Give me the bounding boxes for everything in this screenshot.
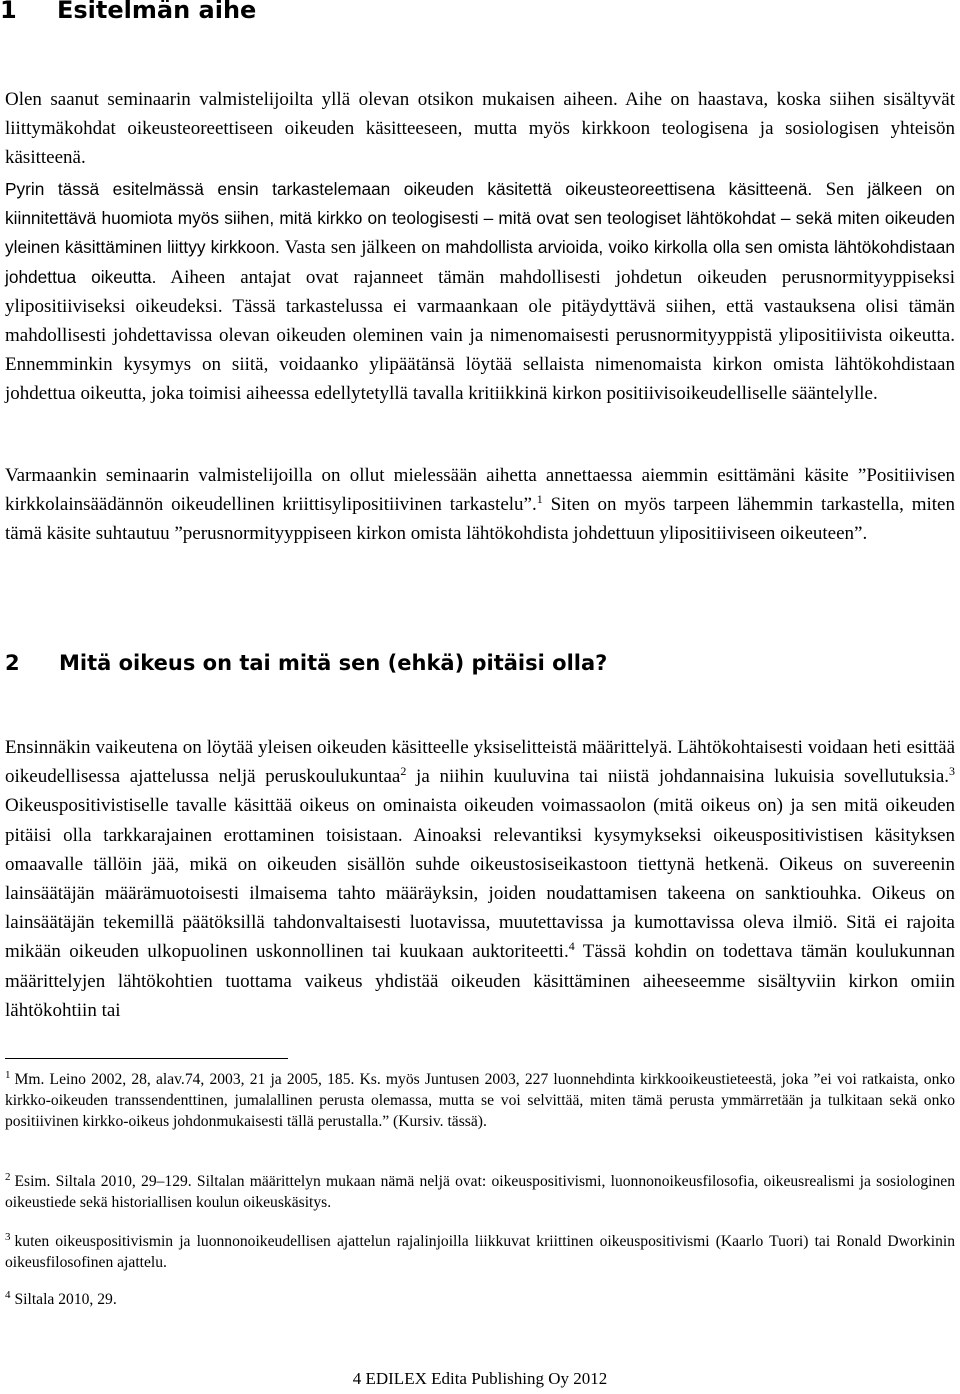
footnote-number: 1 [5,1069,11,1081]
footnote-4 [5,1290,955,1311]
footnote-2 [5,1172,955,1214]
paragraph-scope-sentence-3a: Vasta sen jälkeen on [279,237,446,259]
footnote-ref-1[interactable]: 1 [536,492,543,507]
footnote-number: 3 [5,1231,11,1243]
paragraph-concept-part-1: Varmaankin seminaarin valmistelijoilla on ollut mielessään aihetta annettaessa aiemmin esittämäni käsite ”Positiivisen kirkkolainsäädännön oikeudellinen kriittisylipositiivinen tarkastelu”. [5,465,955,516]
footnote-separator [5,1058,288,1059]
footnote-number: 4 [5,1289,11,1301]
paragraph-definition-part-1: Ensinnäkin vaikeutena on löytää yleisen oikeuden käsitteelle yksiselitteistä määrittelyä. Lähtökohtaisesti voidaan heti esittää oikeudellisessa ajattelussa neljä peruskoulukuntaa [5,737,955,788]
section-number: 2 [5,651,20,675]
paragraph-scope-sentence-1: Pyrin tässä esitelmässä ensin tarkastelemaan oikeuden käsitettä oikeusteoreettisena käsitteenä. [5,179,813,199]
footnote-ref-4[interactable]: 4 [568,939,575,954]
paragraph-definition [5,733,955,1025]
section-title: Mitä oikeus on tai mitä sen (ehkä) pitäisi olla? [59,651,608,675]
footnote-number: 2 [5,1171,11,1183]
footnote-ref-3[interactable]: 3 [949,764,955,779]
paragraph-scope-sentence-3b: mahdollista arvioida, voiko kirkolla olla sen omista lähtökohdistaan johdettua oikeutta. [5,237,956,287]
paragraph-concept-part-2: Siten on myös tarpeen lähemmin tarkastella, miten tämä käsite suhtautuu ”perusnormityyppiseen kirkon omista lähtökohdista johdettuun ylipositiiviseen oikeuteen”. [5,494,955,545]
paragraph-definition-part-3: Oikeuspositivistiselle tavalle käsittää oikeus on ominaista oikeuden voimassaolon (mitä oikeus on) ja sen mitä oikeuden pitäisi olla tarkkarajainen erottaminen toisistaan. Ainoaksi relevantiksi kysymykseksi oikeuspositivistisen käsityksen omaavalle tällöin jää, mikä on oikeuden sisällön suhde oikeustosiseikastoon tiettynä hetkenä. Oikeus on suvereenin lainsäätäjän määrämuotoisesti ilmaisema tahto määräyksin, joiden noudattamisen takeena on sanktiouhka. Oikeus on lainsäätäjän tekemillä päätöksillä tahdonvaltaisesti luotavissa, muutettavissa ja kumottavissa oleva ilmiö. Sitä ei rajoita mikään oikeuden ulkopuolinen uskonnollinen tai kuukaan auktoriteetti. [5,795,955,963]
footnote-text: Siltala 2010, 29. [14,1291,117,1308]
footnote-1 [5,1070,955,1132]
paragraph-scope [5,175,955,409]
footnote-text: kuten oikeuspositivismin ja luonnonoikeudellisen ajattelun rajalinjoilla liikkuvat kriittinen oikeuspositivismi (Kaarlo Tuori) tai Ronald Dworkinin oikeusfilosofinen ajattelu. [5,1233,955,1271]
section-title: Esitelmän aihe [57,0,257,24]
footnote-text: Esim. Siltala 2010, 29–129. Siltalan määrittelyn mukaan nämä neljä ovat: oikeuspositivismi, luonnonoikeusfilosofia, oikeusrealismi ja sosiologinen oikeustiede sekä historiallisen koulun oikeuskäsitys. [5,1173,955,1211]
footnote-text: Mm. Leino 2002, 28, alav.74, 2003, 21 ja 2005, 185. Ks. myös Juntusen 2003, 227 luonnehdinta kirkkooikeustieteestä, joka ”ei voi ratkaista, onko kirkko-oikeuden transsendenttinen, jumalallinen perusta olemassa, mutta se voi selvittää, miten tämä perusta ymmärretään ja tulkitaan sekä onko positiivinen kirkko-oikeus johdonmukaisesti tällä perustalla.” (Kursiv. tässä). [5,1071,955,1130]
paragraph-definition-part-2: ja niihin kuuluvina tai niistä johdannaisina lukuisia sovellutuksia. [406,766,949,788]
page-footer: 4 EDILEX Edita Publishing Oy 2012 [352,1369,608,1388]
paragraph-concept [5,461,955,549]
paragraph-scope-sentence-2b: jälkeen on kiinnitettävä huomiota myös siihen, mitä kirkko on teologisesti – mitä ovat sen teologiset lähtökohdat – sekä miten oikeuden yleinen käsittäminen liittyy kirkkoon. [5,179,955,258]
paragraph-scope-sentence-2a: Sen [812,179,868,200]
paragraph-intro: Olen saanut seminaarin valmistelijoilta yllä olevan otsikon mukaisen aiheen. Aihe on haastava, koska siihen sisältyvät liittymäkohdat oikeusteoreettiseen oikeuden käsitteeseen, mutta myös kirkkoon teologisena ja sosiologisen yhteisön käsitteenä. [5,89,955,169]
paragraph-definition-part-4: Tässä kohdin on todettava tämän koulukunnan määrittelyjen lähtökohtien tuottama vaikeus yhdistää oikeuden käsittäminen aiheeseemme sisältyviin kirkon omiin lähtökohtiin tai [5,941,955,1021]
section-heading-2 [5,648,607,678]
footnote-ref-2[interactable]: 2 [400,764,407,779]
section-heading-1 [0,0,256,26]
section-number: 1 [0,0,17,24]
footnote-3 [5,1232,955,1274]
paragraph-scope-rest: Aiheen antajat ovat rajanneet tämän mahdollisesti johdetun oikeuden perusnormityyppiseksi ylipositiiviseksi oikeudeksi. Tässä tarkastelussa ei varmaankaan ole pitäydyttävä siihen, että vastauksena olisi tämän mahdollisesti johdettavissa olevan oikeuden oleminen vain ja nimenomaisesti perusnormityyppistä ylipositiivista oikeutta. Ennemminkin kysymys on siitä, voidaanko ylipäätänsä löytää sellaista nimenomaista kirkon omista lähtökohdistaan johdettua oikeutta, joka toimisi aiheessa edellytetyllä tavalla kritiikkinä kirkon positiivisoikeudelliselle sääntelylle. [5,266,955,405]
